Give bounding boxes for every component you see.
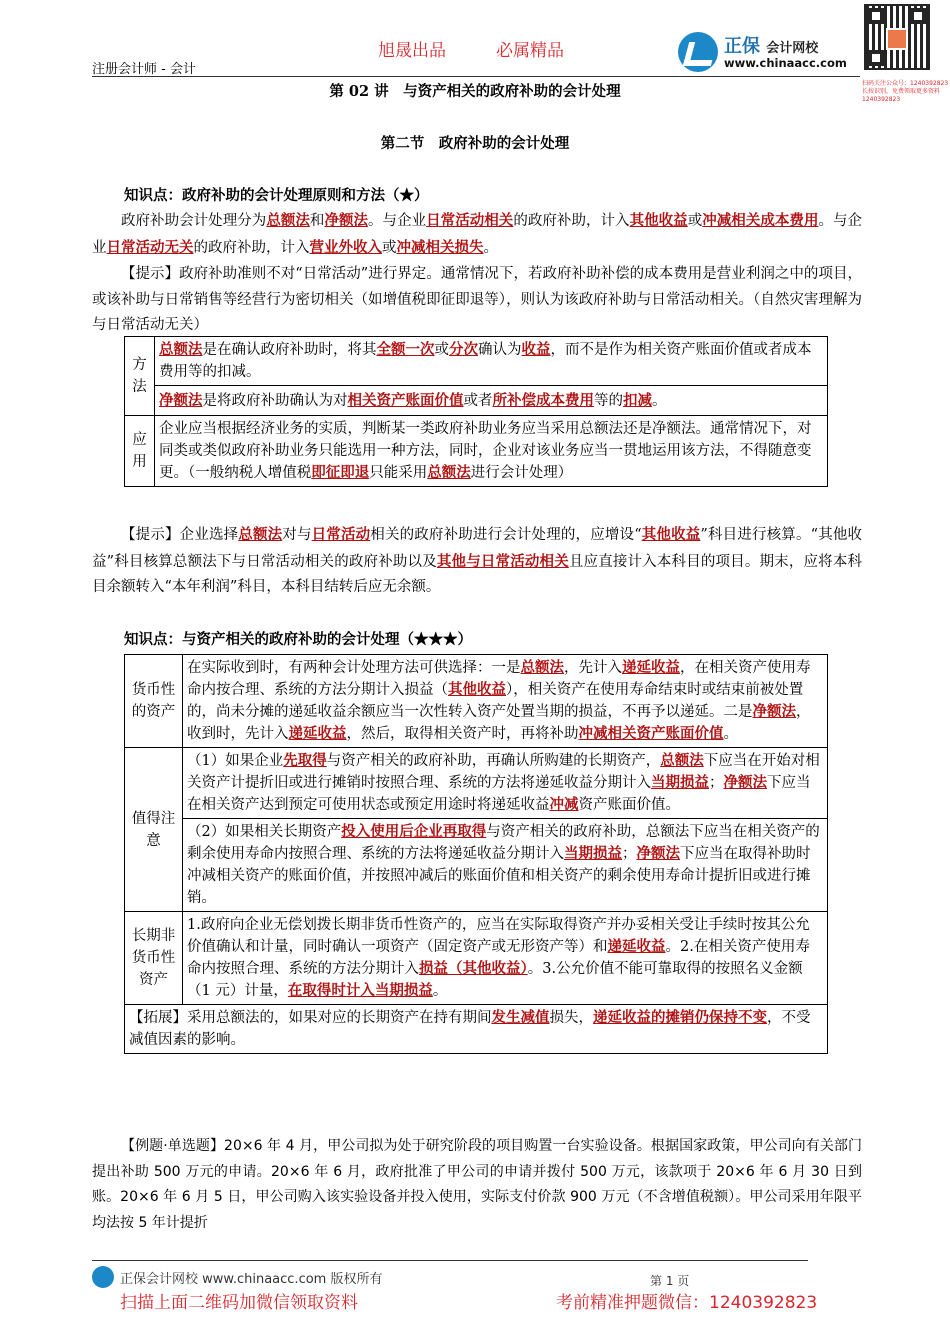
apply-text: 企业应当根据经济业务的实质，判断某一类政府补助业务应当采用总额法还是净额法。通常情况下，对同类或类似政府补助业务只能选用一种方法，同时，企业对该业务应当一贯地运用该方法，不得随意变更。（一般纳税人增值税即征即退只能采用总额法进行会计处理） xyxy=(155,416,828,487)
logo-mark-icon xyxy=(678,32,718,72)
section-title: 第二节 政府补助的会计处理 xyxy=(380,135,570,152)
method-gross: 总额法是在确认政府补助时，将其全额一次或分次确认为收益，而不是作为相关资产账面价值或者成本费用等的扣减。 xyxy=(155,337,828,386)
qr-note: 扫码关注公众号：1240392823 长按识别，免费领取更多资料 1240392823 xyxy=(862,80,949,103)
promo-left: 扫描上面二维码加微信领取资料 xyxy=(120,1293,358,1313)
header-subject: 注册会计师 - 会计 xyxy=(92,62,196,77)
footer-divider xyxy=(92,1260,808,1261)
logo-name: 正保 xyxy=(724,36,760,57)
row-monetary-label: 货币性的资产 xyxy=(125,655,183,748)
qr-code-icon xyxy=(864,4,930,70)
kp1-paragraph: 政府补助会计处理分为总额法和净额法。与企业日常活动相关的政府补助，计入其他收益或冲减相关成本费用。与企业日常活动无关的政府补助，计入营业外收入或冲减相关损失。 xyxy=(92,212,863,256)
row-nonmonetary-text: 1.政府向企业无偿划拨长期非货币性资产的，应当在实际取得资产并办妥相关受让手续时按其公允价值确认和计量，同时确认一项资产（固定资产或无形资产等）和递延收益。2.在相关资产使用寿命内按照合理、系统的方法分期计入损益（其他收益）。3.公允价值不能可靠取得的按照名义金额（1 元）计量，在取得时计入当期损益。 xyxy=(183,912,828,1005)
row-nonmonetary-label: 长期非货币性资产 xyxy=(125,912,183,1005)
footer-logo-icon xyxy=(92,1266,114,1288)
page-number: 第 1 页 xyxy=(650,1274,690,1288)
apply-label: 应用 xyxy=(125,416,155,487)
kp1-tip1: 【提示】政府补助准则不对“日常活动”进行界定。通常情况下，若政府补助补偿的成本费用是营业利润之中的项目，或该补助与日常销售等经营行为密切相关（如增值税即征即退等），则认为该政府补助与日常活动相关。（自然灾害理解为与日常活动无关） xyxy=(92,266,862,333)
kp2-heading: 知识点：与资产相关的政府补助的会计处理（★★★） xyxy=(124,631,472,648)
asset-subsidy-table xyxy=(124,654,828,1054)
row-notice-label: 值得注意 xyxy=(125,748,183,912)
row-extension: 【拓展】采用总额法的，如果对应的长期资产在持有期间发生减值损失，递延收益的摊销仍保持不变，不受减值因素的影响。 xyxy=(125,1005,828,1054)
method-label: 方法 xyxy=(125,337,155,416)
slogan-2: 必属精品 xyxy=(496,41,564,61)
row-notice-b: （2）如果相关长期资产投入使用后企业再取得与资产相关的政府补助，总额法下应当在相关资产的剩余使用寿命内按照合理、系统的方法将递延收益分期计入当期损益；净额法下应当在取得补助时冲减相关资产的账面价值，并按照冲减后的账面价值和相关资产的剩余使用寿命计提折旧或进行摊销。 xyxy=(183,819,828,912)
method-net: 净额法是将政府补助确认为对相关资产账面价值或者所补偿成本费用等的扣减。 xyxy=(155,386,828,416)
row-notice-a: （1）如果企业先取得与资产相关的政府补助，再确认所购建的长期资产，总额法下应当在开始对相关资产计提折旧或进行摊销时按照合理、系统的方法将递延收益分期计入当期损益；净额法下应当在相关资产达到预定可使用状态或预定用途时将递延收益冲减资产账面价值。 xyxy=(183,748,828,819)
example-question: 【例题·单选题】20×6 年 4 月，甲公司拟为处于研究阶段的项目购置一台实验设备。根据国家政策，甲公司向有关部门提出补助 500 万元的申请。20×6 年 6 月，政府批准了甲公司的申请并拨付 500 万元，该款项于 20×6 年 6 月 30 日到账。20×6 年 6 月 5 日，甲公司购入该实验设备并投入使用，实际支付价款 900 万元（不含增值税额）。甲公司采用年限平均法按 5 年计提折 xyxy=(92,1138,862,1231)
lecture-title: 第 02 讲 与资产相关的政府补助的会计处理 xyxy=(329,83,621,100)
row-monetary-text: 在实际收到时，有两种会计处理方法可供选择：一是总额法，先计入递延收益，在相关资产使用寿命内按合理、系统的方法分期计入损益（其他收益），相关资产在使用寿命结束时或结束前被处置的，尚未分摊的递延收益余额应当一次性转入资产处置当期的损益，不再予以递延。二是净额法，收到时，先计入递延收益，然后，取得相关资产时，再将补助冲减相关资产账面价值。 xyxy=(183,655,828,748)
slogan-1: 旭晟出品 xyxy=(378,41,446,61)
logo-sub: 会计网校 xyxy=(766,41,819,56)
brand-logo xyxy=(678,28,858,74)
footer-copyright: 正保会计网校 www.chinaacc.com 版权所有 xyxy=(120,1272,383,1287)
kp1-heading: 知识点：政府补助的会计处理原则和方法（★） xyxy=(124,187,429,204)
kp1-tip2: 【提示】企业选择总额法对与日常活动相关的政府补助进行会计处理的，应增设“其他收益”科目进行核算。“其他收益”科目核算总额法下与日常活动相关的政府补助以及其他与日常活动相关且应直接计入本科目的项目。期末，应将本科目余额转入“本年利润”科目，本科目结转后应无余额。 xyxy=(92,526,863,595)
method-table xyxy=(124,336,828,487)
promo-right: 考前精准押题微信：1240392823 xyxy=(556,1293,818,1313)
header-divider xyxy=(92,76,860,77)
logo-url: www.chinaacc.com xyxy=(724,56,847,70)
